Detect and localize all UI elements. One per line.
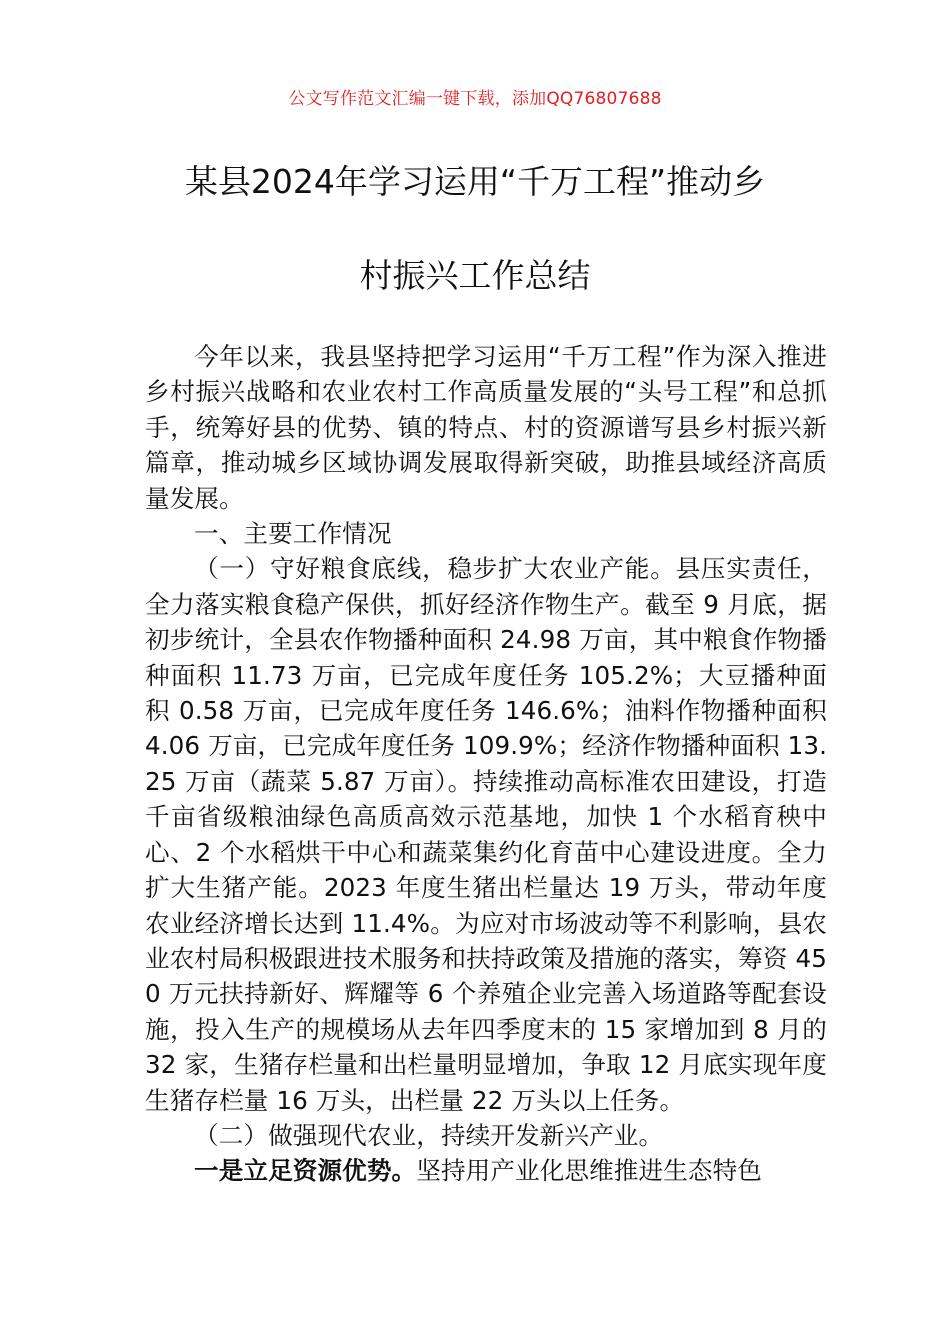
body-line: 播种面积 0.58 万亩，已完成年度任务 146.6%；油料作物播 — [145, 660, 827, 726]
body-line: 的 15 家增加到 8 月的 32 家，生猪存栏量和出栏量明显增加， — [145, 1014, 827, 1080]
point-1-text: 坚持用产业化思维推进生态特色 — [416, 1156, 762, 1186]
section-1-paragraph — [145, 551, 827, 1118]
section-heading: 一、主要工作情况 — [194, 519, 392, 549]
body-line: 争取 12 月底实现年度生猪存栏量 16 万头，出栏量 22 万头 — [145, 1050, 827, 1115]
body-line: 底，据初步统计，全县农作物播种面积 24.98 万亩，其中粮 — [145, 589, 827, 655]
body-line: 带动年度农业经济增长达到 11.4%。为应对市场波动等不利 — [145, 873, 827, 938]
body-line: 入推进乡村振兴战略和农业农村工作高质量发展的“头号 — [145, 342, 827, 407]
body-line: 设，打造千亩省级粮油绿色高质高效示范基地，加快 1 个水 — [145, 766, 827, 832]
document-title-line-2: 村振兴工作总结 — [359, 256, 591, 295]
watermark-banner: 公文写作范文汇编一键下载，添加QQ76807688 — [288, 89, 662, 109]
body-line: 入场道路等配套设施，投入生产的规模场从去年四季度末 — [145, 979, 827, 1044]
body-line: 谱写县乡村振兴新篇章，推动城乡区域协调发展取得新突 — [145, 412, 827, 478]
body-line: （一）守好粮食底线，稳步扩大农业产能。县压实责 — [194, 554, 777, 584]
document-body — [145, 339, 827, 1189]
point-1-paragraph — [145, 1153, 827, 1188]
body-line: 的落实，筹资 450 万元扶持新好、辉耀等 6 个养殖企业完善 — [145, 943, 827, 1009]
section-2-heading: （二）做强现代农业，持续开发新兴产业。 — [194, 1120, 664, 1150]
document-title-line-1: 某县2024年学习运用“千万工程”推动乡 — [184, 162, 766, 201]
body-line: 破，助推县域经济高质量发展。 — [145, 448, 827, 513]
body-line: 进度。全力扩大生猪产能。2023 年度生猪出栏量达 19 万头， — [145, 837, 827, 903]
body-line: 以上任务。 — [560, 1085, 685, 1115]
body-line: 影响，县农业农村局积极跟进技术服务和扶持政策及措施 — [145, 908, 827, 973]
body-line: 今年以来，我县坚持把学习运用“千万工程”作为深 — [194, 342, 752, 371]
body-line: 稻育秧中心、2 个水稻烘干中心和蔬菜集约化育苗中心建设 — [145, 802, 827, 867]
body-line: 食作物播种面积 11.73 万亩，已完成年度任务 105.2%；大豆 — [145, 625, 827, 690]
intro-paragraph — [145, 339, 827, 516]
point-1-lead: 一是立足资源优势。 — [194, 1156, 417, 1186]
body-line: 面积 13.25 万亩（蔬菜 5.87 万亩）。持续推动高标准农田建 — [145, 731, 827, 796]
body-line: 种面积 4.06 万亩，已完成年度任务 109.9%；经济作物播种 — [145, 696, 827, 761]
body-line: 工程”和总抓手，统筹好县的优势、镇的特点、村的资源 — [145, 377, 827, 442]
body-line: 任，全力落实粮食稳产保供，抓好经济作物生产。截至 9 月 — [145, 554, 827, 619]
